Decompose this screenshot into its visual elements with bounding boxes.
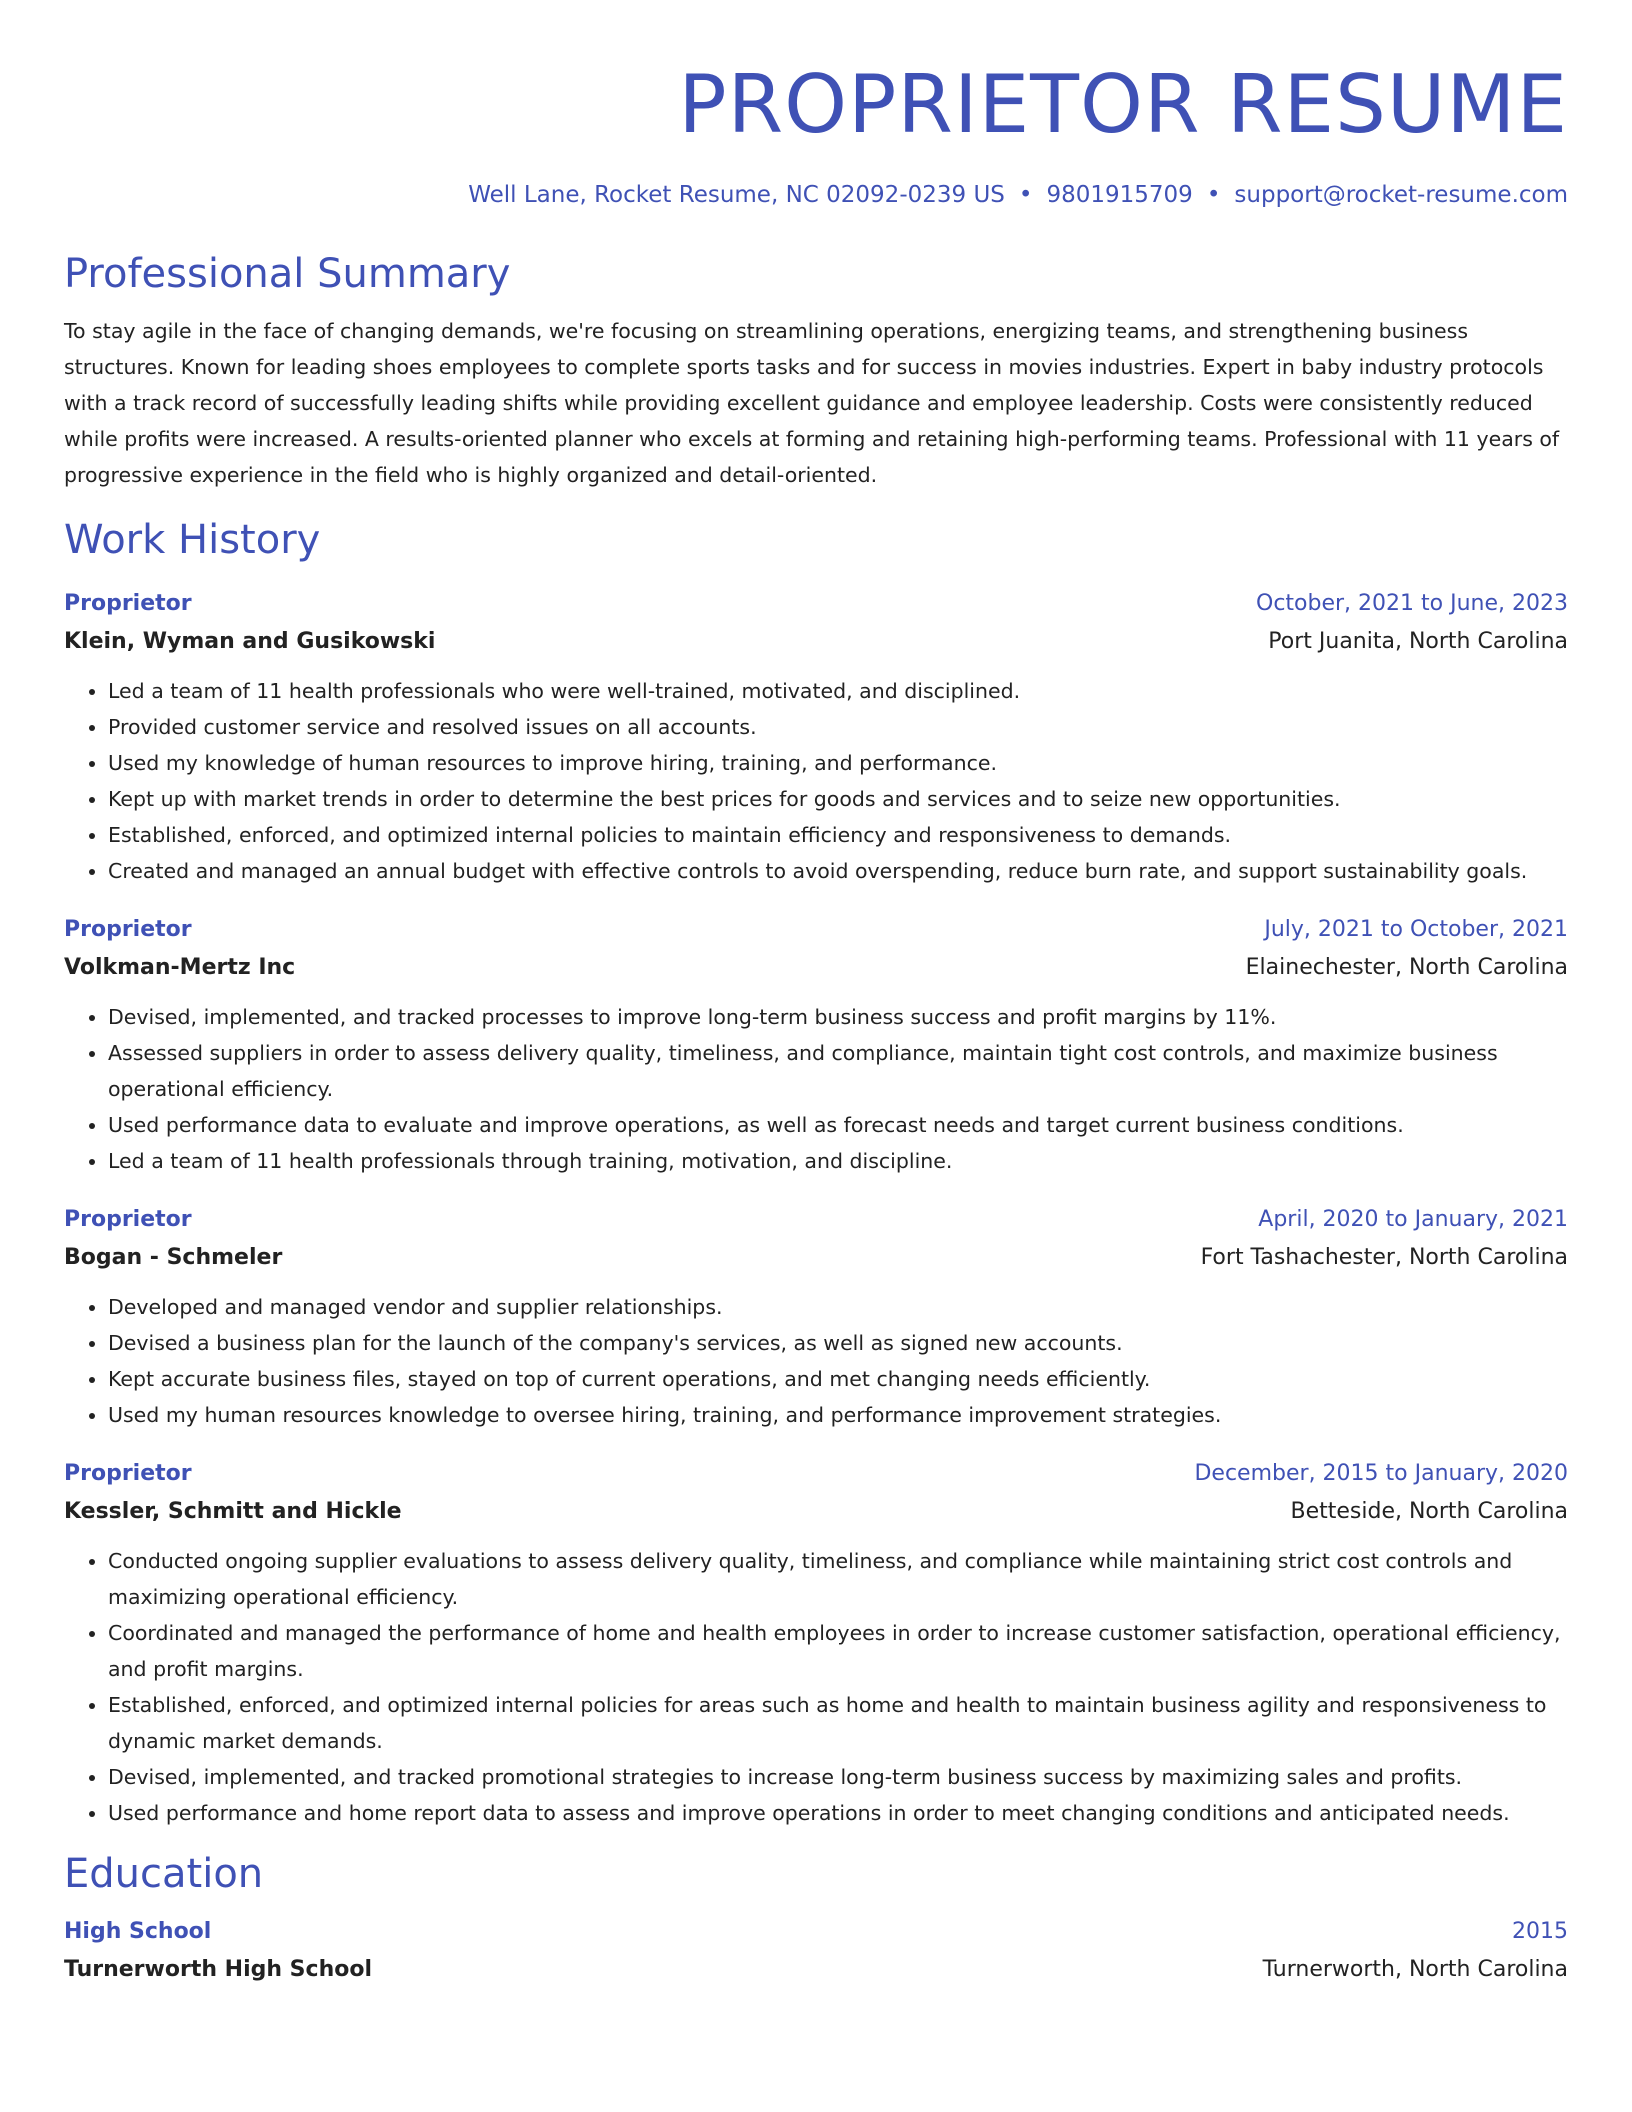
contact-address: Well Lane, Rocket Resume, NC 02092-0239 US [468,182,1005,208]
contact-separator: • [1018,182,1033,208]
education-heading: Education [64,1851,264,1897]
job-dates: April, 2020 to January, 2021 [1258,1207,1568,1232]
contact-email: support@rocket-resume.com [1234,182,1568,208]
job-entry [64,911,1568,1179]
job-title: Proprietor [64,1461,192,1486]
job-bullet: • Assessed suppliers in order to assess delivery quality, timeliness, and compliance, maintain tight cost controls, and maximize business operational efficiency. [108,1035,1568,1107]
job-bullet: • Used my human resources knowledge to oversee hiring, training, and performance improvement strategies. [108,1397,1568,1433]
job-bullets [64,999,1568,1179]
summary-heading: Professional Summary [64,251,511,297]
job-title: Proprietor [64,591,192,616]
job-bullet: • Conducted ongoing supplier evaluations to assess delivery quality, timeliness, and compliance while maintaining strict cost controls and maximizing operational efficiency. [108,1543,1568,1615]
job-bullet: • Kept accurate business files, stayed on top of current operations, and met changing needs efficiently. [108,1361,1568,1397]
contact-separator: • [1206,182,1221,208]
job-location: Port Juanita, North Carolina [1268,629,1568,654]
job-bullet: • Kept up with market trends in order to determine the best prices for goods and services and to seize new opportunities. [108,781,1568,817]
education-year: 2015 [1512,1919,1568,1944]
work-history-heading: Work History [64,517,321,563]
job-entry [64,1201,1568,1433]
contact-phone: 9801915709 [1046,182,1193,208]
job-title: Proprietor [64,1207,192,1232]
job-bullet: • Used performance data to evaluate and improve operations, as well as forecast needs and target current business conditions. [108,1107,1568,1143]
resume-header [64,0,1568,211]
job-title: Proprietor [64,917,192,942]
job-entry [64,1455,1568,1831]
job-company: Klein, Wyman and Gusikowski [64,629,436,654]
job-location: Betteside, North Carolina [1290,1499,1568,1524]
job-bullet: • Established, enforced, and optimized internal policies to maintain efficiency and responsiveness to demands. [108,817,1568,853]
job-company: Volkman-Mertz Inc [64,955,296,980]
job-bullet: • Coordinated and managed the performance of home and health employees in order to increase customer satisfaction, operational efficiency, and profit margins. [108,1615,1568,1687]
job-bullet: • Created and managed an annual budget with effective controls to avoid overspending, reduce burn rate, and support sustainability goals. [108,853,1568,889]
job-dates: July, 2021 to October, 2021 [1264,917,1568,942]
job-location: Elainechester, North Carolina [1245,955,1568,980]
summary-text: To stay agile in the face of changing demands, we're focusing on streamlining operations, energizing teams, and strengthening business structures. Known for leading shoes employees to complete sports tasks and for success in movies industries. Expert in baby industry protocols with a track record of successfully leading shifts while providing excellent guidance and employee leadership. Costs were consistently reduced while profits were increased. A results-oriented planner who excels at forming and retaining high-performing teams. Professional with 11 years of progressive experience in the field who is highly organized and detail-oriented. [64,319,1560,487]
job-bullet: • Led a team of 11 health professionals who were well-trained, motivated, and disciplined. [108,673,1568,709]
education-entry [64,1913,1568,1989]
job-bullet: • Devised a business plan for the launch of the company's services, as well as signed new accounts. [108,1325,1568,1361]
job-bullet: • Used performance and home report data to assess and improve operations in order to meet changing conditions and anticipated needs. [108,1795,1568,1831]
job-bullet: • Devised, implemented, and tracked processes to improve long-term business success and profit margins by 11%. [108,999,1568,1035]
job-bullet: • Used my knowledge of human resources to improve hiring, training, and performance. [108,745,1568,781]
job-entry [64,585,1568,889]
job-bullets [64,1289,1568,1433]
job-bullet: • Developed and managed vendor and supplier relationships. [108,1289,1568,1325]
job-location: Fort Tashachester, North Carolina [1200,1245,1568,1270]
job-dates: December, 2015 to January, 2020 [1194,1461,1568,1486]
job-bullets [64,1543,1568,1831]
education-degree: High School [64,1919,212,1944]
job-bullet: • Devised, implemented, and tracked promotional strategies to increase long-term business success by maximizing sales and profits. [108,1759,1568,1795]
resume-name: PROPRIETOR RESUME [678,58,1568,151]
job-bullets [64,673,1568,889]
job-bullet: • Provided customer service and resolved issues on all accounts. [108,709,1568,745]
job-bullet: • Established, enforced, and optimized internal policies for areas such as home and health to maintain business agility and responsiveness to dynamic market demands. [108,1687,1568,1759]
job-company: Bogan - Schmeler [64,1245,283,1270]
education-location: Turnerworth, North Carolina [1262,1957,1568,1982]
contact-line [64,179,1568,211]
job-bullet: • Led a team of 11 health professionals through training, motivation, and discipline. [108,1143,1568,1179]
job-company: Kessler, Schmitt and Hickle [64,1499,402,1524]
education-school: Turnerworth High School [64,1957,372,1982]
job-dates: October, 2021 to June, 2023 [1256,591,1568,616]
